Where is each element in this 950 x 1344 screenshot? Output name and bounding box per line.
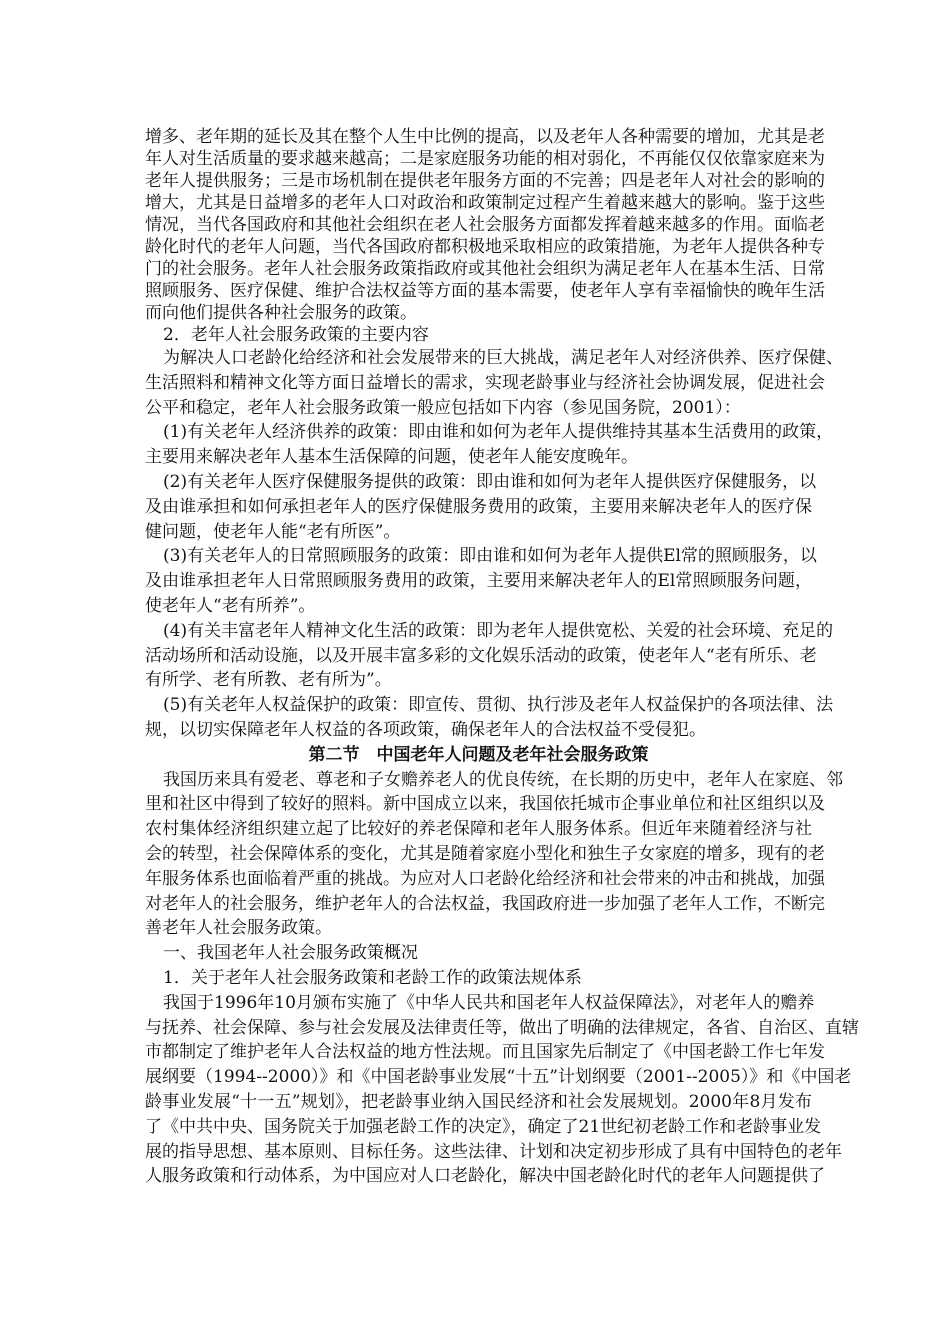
text-line: 生活照料和精神文化等方面日益增长的需求，实现老龄事业与经济社会协调发展，促进社会 — [145, 372, 825, 393]
text-line: (3)有关老年人的日常照顾服务的政策：即由谁和如何为老年人提供El常的照顾服务，以 — [163, 546, 817, 567]
text-line: 会的转型，社会保障体系的变化，尤其是随着家庭小型化和独生子女家庭的增多，现有的老 — [145, 843, 825, 864]
text-line: 公平和稳定，老年人社会服务政策一般应包括如下内容（参见国务院，2001）： — [145, 397, 741, 418]
text-line: 照顾服务、医疗保健、维护合法权益等方面的基本需要，使老年人享有幸福愉快的晚年生活 — [145, 281, 825, 301]
text-line: 主要用来解决老年人基本生活保障的问题，使老年人能安度晚年。 — [145, 447, 638, 468]
text-line: 增大，尤其是日益增多的老年人口对政治和政策制定过程产生着越来越大的影响。鉴于这些 — [145, 193, 825, 213]
paragraph — [145, 619, 834, 693]
text-line: (1)有关老年人经济供养的政策：即由谁和如何为老年人提供维持其基本生活费用的政策， — [163, 422, 834, 443]
text-line: 年人对生活质量的要求越来越高；二是家庭服务功能的相对弱化，不再能仅仅依靠家庭来为 — [145, 149, 825, 169]
text-line: 为解决人口老龄化给经济和社会发展带来的巨大挑战，满足老年人对经济供养、医疗保健、 — [163, 348, 843, 368]
paragraph — [145, 966, 812, 991]
text-line: (5)有关老年人权益保护的政策：即宣传、贯彻、执行涉及老年人权益保护的各项法律、法 — [163, 695, 834, 716]
text-line: 龄事业发展“十一五”规划》，把老龄事业纳入国民经济和社会发展规划。2000年8月发布 — [145, 1091, 812, 1112]
text-line: 及由谁承担和如何承担老年人的医疗保健服务费用的政策，主要用来解决老年人的医疗保 — [145, 496, 812, 517]
text-line: 而向他们提供各种社会服务的政策。 — [145, 303, 417, 323]
text-line: 情况，当代各国政府和其他社会组织在老人社会服务方面都发挥着越来越多的作用。面临老 — [145, 215, 825, 235]
text-line: 1．关于老年人社会服务政策和老龄工作的政策法规体系 — [163, 967, 582, 988]
text-line: 2．老年人社会服务政策的主要内容 — [163, 325, 429, 345]
paragraph — [145, 324, 812, 346]
text-line: 善老年人社会服务政策。 — [145, 918, 332, 939]
paragraph — [145, 941, 812, 966]
paragraph — [145, 420, 834, 470]
text-line: 了《中共中央、国务院关于加强老龄工作的决定》，确定了21世纪初老龄工作和老龄事业发 — [145, 1116, 822, 1137]
text-line: 使老年人“老有所养”。 — [145, 595, 316, 616]
text-line: 一、我国老年人社会服务政策概况 — [163, 943, 418, 964]
text-line: 门的社会服务。老年人社会服务政策指政府或其他社会组织为满足老年人在基本生活、日常 — [145, 259, 825, 279]
text-line: 我国历来具有爱老、尊老和子女赡养老人的优良传统，在长期的历史中，老年人在家庭、邻 — [163, 769, 843, 790]
text-line: (2)有关老年人医疗保健服务提供的政策：即由谁和如何为老年人提供医疗保健服务，以 — [163, 471, 817, 492]
text-line: 市都制定了维护老年人合法权益的地方性法规。而且国家先后制定了《中国老龄工作七年发 — [145, 1042, 825, 1063]
text-line: 展的指导思想、基本原则、目标任务。这些法律、计划和决定初步形成了具有中国特色的老年 — [145, 1141, 842, 1162]
text-line: 有所学、老有所教、老有所为”。 — [145, 670, 392, 691]
text-line: (4)有关丰富老年人精神文化生活的政策：即为老年人提供宽松、关爱的社会环境、充足的 — [163, 620, 834, 641]
text-line: 活动场所和活动设施，以及开展丰富多彩的文化娱乐活动的政策，使老年人“老有所乐、老 — [145, 645, 817, 666]
text-line: 农村集体经济组织建立起了比较好的养老保障和老年人服务体系。但近年来随着经济与社 — [145, 819, 812, 840]
text-line: 龄化时代的老年人问题，当代各国政府都积极地采取相应的政策措施，为老年人提供各种专 — [145, 237, 825, 257]
text-line: 及由谁承担老年人日常照顾服务费用的政策，主要用来解决老年人的El常照顾服务问题， — [145, 571, 812, 592]
text-line: 规，以切实保障老年人权益的各项政策，确保老年人的合法权益不受侵犯。 — [145, 719, 706, 740]
text-line: 与抚养、社会保障、参与社会发展及法律责任等，做出了明确的法律规定，各省、自治区、直辖 — [145, 1017, 859, 1038]
document-page — [145, 126, 859, 1189]
text-line: 老年人提供服务；三是市场机制在提供老年服务方面的不完善；四是老年人对社会的影响的 — [145, 171, 825, 191]
text-line: 展纲要（1994--2000）》和《中国老龄事业发展“十五”计划纲要（2001--2005）》和《中国老 — [145, 1067, 852, 1088]
text-line: 人服务政策和行动体系，为中国应对人口老龄化，解决中国老龄化时代的老年人问题提供了 — [145, 1166, 825, 1187]
paragraph — [145, 768, 843, 942]
text-line: 我国于1996年10月颁布实施了《中华人民共和国老年人权益保障法》，对老年人的赡养 — [163, 992, 815, 1013]
document-section — [145, 346, 859, 1189]
text-line: 健问题，使老年人能“老有所医”。 — [145, 521, 401, 542]
text-line: 增多、老年期的延长及其在整个人生中比例的提高，以及老年人各种需要的增加，尤其是老 — [145, 127, 825, 147]
paragraph — [145, 126, 825, 324]
paragraph — [145, 470, 817, 544]
document-section — [145, 126, 825, 346]
paragraph — [145, 346, 843, 420]
text-line: 年服务体系也面临着严重的挑战。为应对人口老龄化给经济和社会带来的冲击和挑战，加强 — [145, 868, 825, 889]
paragraph — [145, 693, 834, 743]
paragraph — [145, 991, 859, 1189]
paragraph — [145, 544, 817, 618]
text-line: 对老年人的社会服务，维护老年人的合法权益，我国政府进一步加强了老年人工作，不断完 — [145, 893, 825, 914]
section-heading: 第二节 中国老年人问题及老年社会服务政策 — [308, 744, 649, 765]
text-line: 里和社区中得到了较好的照料。新中国成立以来，我国依托城市企事业单位和社区组织以及 — [145, 794, 825, 815]
